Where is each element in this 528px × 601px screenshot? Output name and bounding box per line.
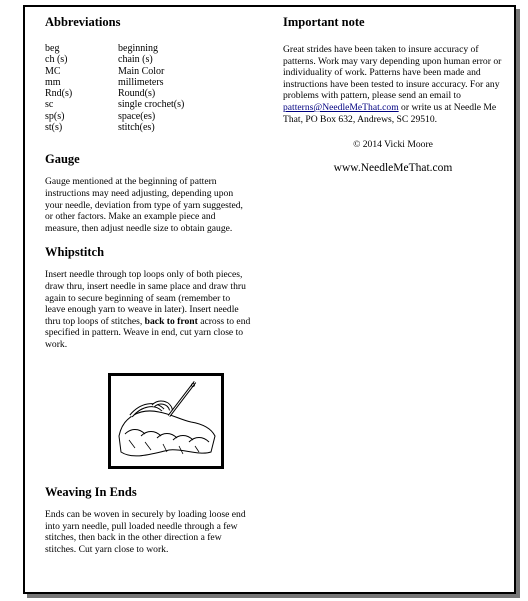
abbr-meaning: single crochet(s): [118, 99, 185, 111]
document-page: [23, 5, 516, 594]
abbr-term: sp(s): [45, 110, 65, 122]
note-text: [283, 44, 503, 125]
whipstitch-text: [45, 269, 251, 350]
abbreviations-heading: Abbreviations: [45, 15, 121, 29]
note-text-start: Great strides have been taken to insure accuracy of patterns. Work may vary depending upon human error or individuality of work. Patterns have been made and instructions have been tested to insure accuracy. For any problems with pattern, please send an email to: [283, 44, 502, 102]
abbr-term: st(s): [45, 122, 63, 134]
note-text-end: or write us at Needle Me That, PO Box 632, Andrews, SC 29510.: [283, 101, 497, 125]
abbr-meaning: Round(s): [118, 88, 156, 100]
abbr-meaning: chain (s): [118, 54, 153, 66]
abbr-term: mm: [45, 76, 61, 88]
abbr-term: Rnd(s): [45, 88, 73, 100]
whipstitch-emphasis: back to front: [144, 315, 198, 327]
copyright-notice: © 2014 Vicki Moore: [353, 139, 433, 151]
weaving-section: [45, 485, 251, 555]
whipstitch-drawing: [111, 376, 221, 466]
whipstitch-illustration: [108, 373, 224, 469]
website-url: www.NeedleMeThat.com: [333, 162, 453, 175]
whipstitch-text-end: across to end specified in pattern. Weave in end, cut yarn close to work.: [45, 315, 251, 350]
abbr-meaning: millimeters: [118, 76, 164, 88]
abbreviations-list: [45, 43, 251, 133]
whipstitch-text-start: Insert needle through top loops only of both pieces, draw thru, insert needle in same place and draw thru again to secure beginning of seam (remember to leave enough yarn to weave in later). Insert needle thru top loops of stitches,: [45, 269, 246, 327]
abbr-term: sc: [45, 99, 54, 111]
gauge-text: Gauge mentioned at the beginning of pattern instructions may need adjusting, depending upon your needle, deviation from type of yarn suggested, or other factors. Make an example piece and measure, then adjust needle size to obtain gauge.: [45, 176, 243, 234]
abbr-meaning: beginning: [118, 43, 158, 54]
abbr-meaning: Main Color: [118, 65, 165, 77]
left-column: [45, 15, 251, 351]
whipstitch-heading: Whipstitch: [45, 245, 105, 260]
weaving-heading: Weaving In Ends: [45, 485, 137, 499]
note-heading: Important note: [283, 15, 365, 29]
weaving-text: Ends can be woven in securely by loading loose end into yarn needle, pull loaded needle through a few stitches, then back in the other direction a few stitches. Cut yarn close to work.: [45, 509, 246, 555]
email-link[interactable]: patterns@NeedleMeThat.com: [283, 101, 399, 113]
abbr-meaning: space(es): [118, 110, 156, 122]
abbr-term: MC: [45, 65, 61, 77]
gauge-heading: Gauge: [45, 152, 80, 167]
abbr-term: beg: [45, 43, 60, 54]
right-column: [283, 15, 503, 174]
abbr-meaning: stitch(es): [118, 122, 155, 134]
abbr-term: ch (s): [45, 54, 68, 66]
